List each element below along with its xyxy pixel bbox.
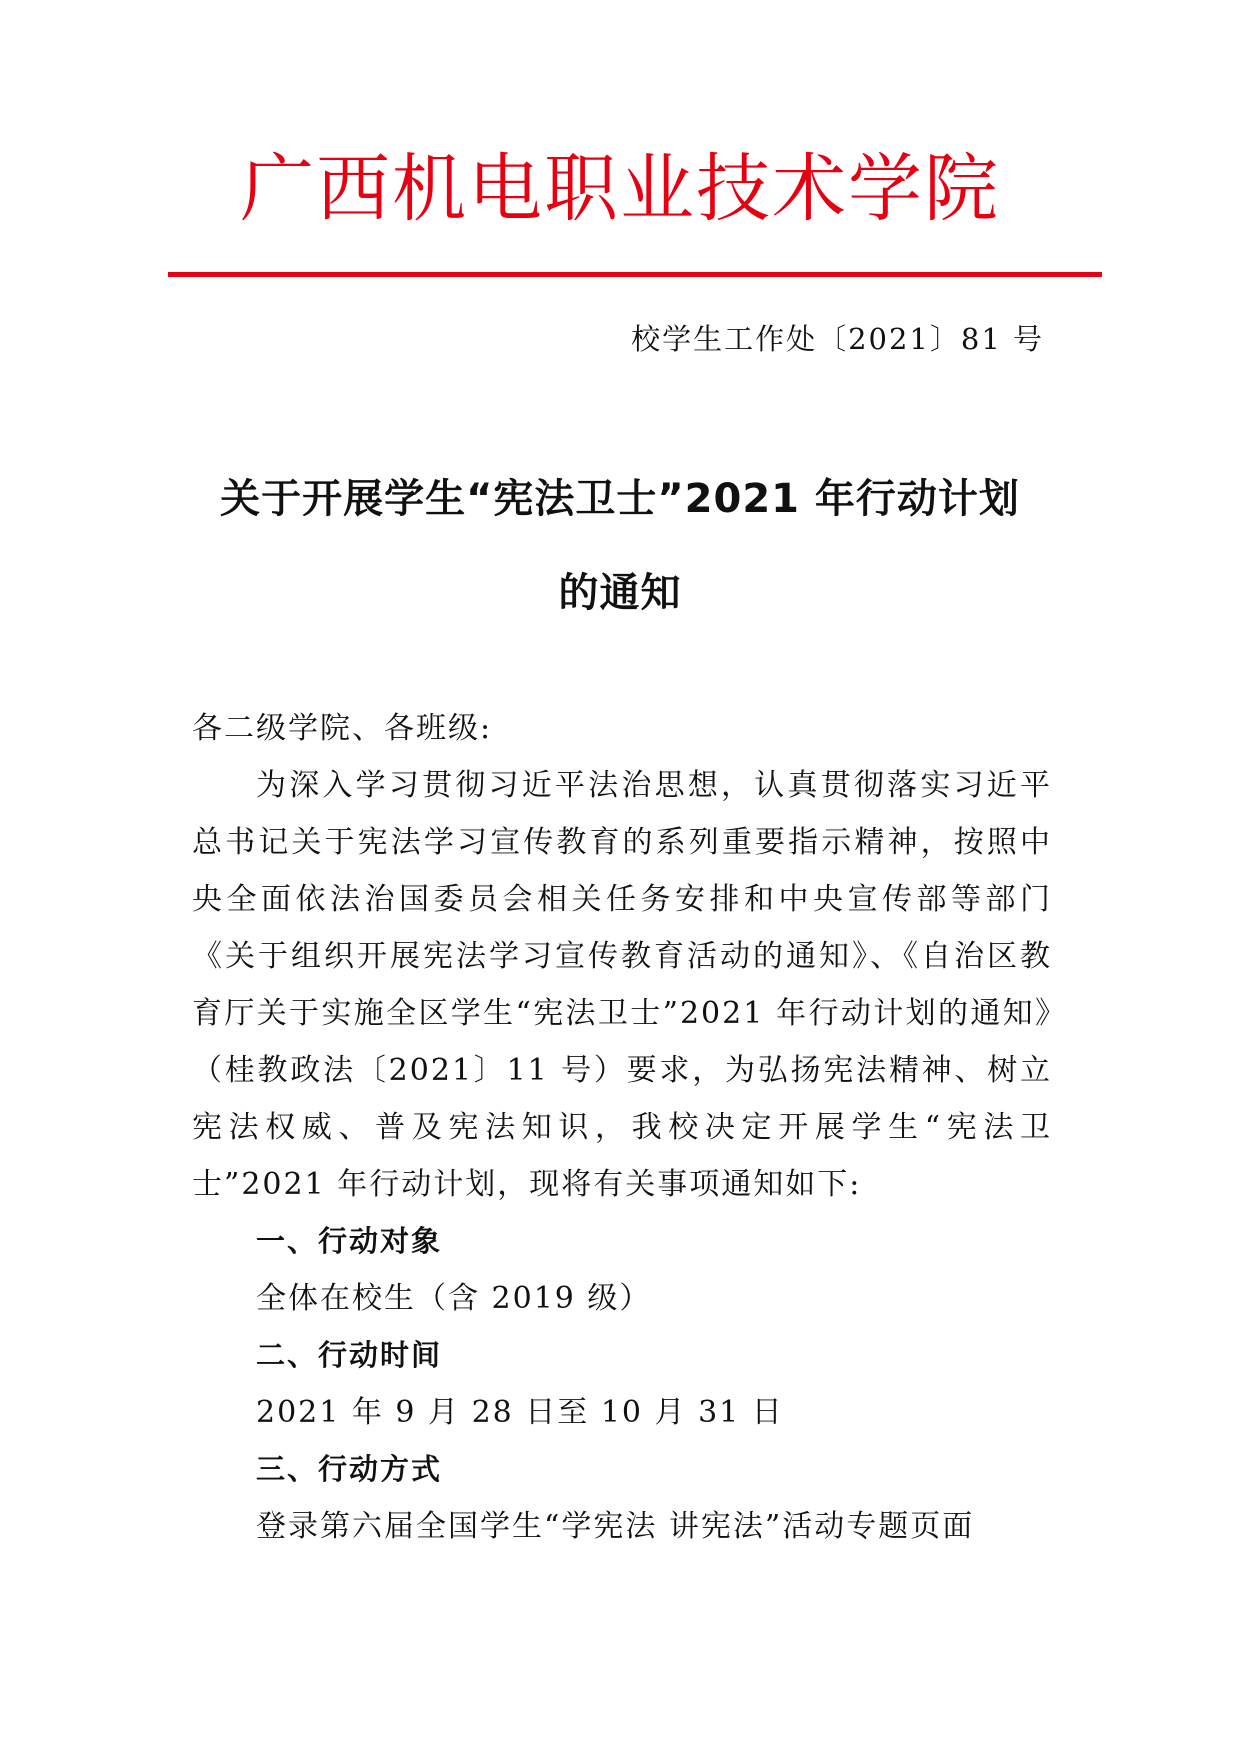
- document-number: 校学生工作处〔2021〕81 号: [631, 322, 1044, 356]
- section-heading-target: 一、行动对象: [256, 1224, 443, 1258]
- section-text-time: 2021 年 9 月 28 日至 10 月 31 日: [256, 1395, 784, 1430]
- salutation: 各二级学院、各班级:: [192, 711, 493, 746]
- document-title: [150, 452, 1090, 640]
- title-line-1: 关于开展学生“宪法卫士”2021 年行动计划: [220, 476, 1020, 522]
- title-line-2: 的通知: [558, 570, 682, 616]
- section-heading-method: 三、行动方式: [256, 1452, 443, 1486]
- section-text-method: 登录第六届全国学生“学宪法 讲宪法”活动专题页面: [256, 1509, 975, 1544]
- intro-paragraph: 为深入学习贯彻习近平法治思想，认真贯彻落实习近平总书记关于宪法学习宣传教育的系列重要指示精神，按照中央全面依法治国委员会相关任务安排和中央宣传部等部门《关于组织开展宪法学习宣传教育活动的通知》、《自治区教育厅关于实施全区学生“宪法卫士”2021 年行动计划的通知》（桂教政法〔2021〕11 号）要求，为弘扬宪法精神、树立宪法权威、普及宪法知识，我校决定开展学生“宪法卫士”2021 年行动计划，现将有关事项通知如下:: [192, 768, 1052, 1202]
- document-body: [192, 700, 1052, 1555]
- red-divider-line: [168, 272, 1102, 277]
- org-name-header: 广西机电职业技术学院: [240, 146, 1000, 232]
- section-text-target: 全体在校生（含 2019 级）: [256, 1281, 652, 1316]
- section-heading-time: 二、行动时间: [256, 1338, 443, 1372]
